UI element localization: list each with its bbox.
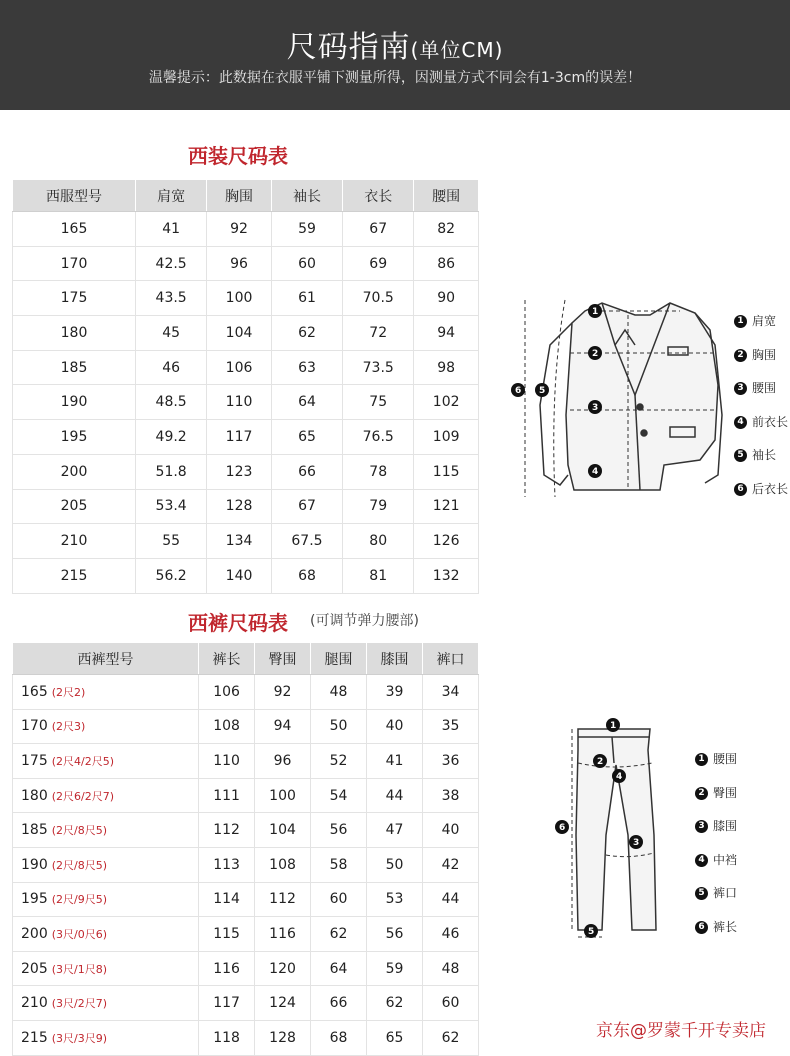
pants-size-value: 180 bbox=[21, 787, 48, 804]
number-badge-icon: 6 bbox=[695, 921, 708, 934]
pants-table-cell: 115 bbox=[199, 917, 255, 952]
pants-table-cell: 39 bbox=[367, 675, 423, 710]
suit-table-cell: 70.5 bbox=[343, 281, 414, 316]
suit-table-row bbox=[13, 350, 479, 385]
suit-table-cell: 67 bbox=[271, 489, 342, 524]
pants-size-value: 200 bbox=[21, 925, 48, 942]
pants-table-cell: 120 bbox=[255, 951, 311, 986]
pants-table-cell: 65 bbox=[367, 1020, 423, 1055]
legend-label: 裤口 bbox=[713, 886, 738, 900]
pants-size-cell bbox=[13, 813, 199, 848]
pants-table-cell: 108 bbox=[199, 709, 255, 744]
pants-table-cell: 124 bbox=[255, 986, 311, 1021]
pants-table-cell: 38 bbox=[423, 778, 479, 813]
pants-table-cell: 110 bbox=[199, 744, 255, 779]
suit-legend-item bbox=[734, 379, 776, 396]
pants-header-cell: 裤口 bbox=[423, 643, 479, 675]
number-badge-icon: 3 bbox=[734, 382, 747, 395]
pants-size-value: 170 bbox=[21, 718, 48, 735]
pants-header-cell: 西裤型号 bbox=[13, 643, 199, 675]
svg-text:3: 3 bbox=[592, 403, 599, 413]
suit-table-cell: 180 bbox=[13, 316, 136, 351]
pants-table-cell: 68 bbox=[311, 1020, 367, 1055]
pants-table-row bbox=[13, 847, 479, 882]
number-badge-icon: 4 bbox=[695, 854, 708, 867]
pants-table-cell: 108 bbox=[255, 847, 311, 882]
suit-table-row bbox=[13, 489, 479, 524]
suit-table-cell: 41 bbox=[136, 212, 207, 247]
suit-table-cell: 96 bbox=[207, 246, 272, 281]
suit-table-cell: 215 bbox=[13, 558, 136, 593]
suit-table-cell: 210 bbox=[13, 524, 136, 559]
suit-table-cell: 123 bbox=[207, 454, 272, 489]
suit-jacket-diagram bbox=[510, 285, 730, 510]
pants-size-cell bbox=[13, 709, 199, 744]
pants-table-cell: 56 bbox=[367, 917, 423, 952]
pants-waist-chi: (3尺/1尺8) bbox=[51, 962, 108, 976]
pants-table-cell: 44 bbox=[423, 882, 479, 917]
pants-table-row bbox=[13, 675, 479, 710]
svg-text:1: 1 bbox=[592, 307, 599, 317]
suit-table-cell: 195 bbox=[13, 420, 136, 455]
pants-size-cell bbox=[13, 986, 199, 1021]
pants-table-cell: 42 bbox=[423, 847, 479, 882]
pants-legend-item bbox=[695, 784, 737, 801]
suit-table-cell: 132 bbox=[414, 558, 479, 593]
suit-table-cell: 68 bbox=[271, 558, 342, 593]
pants-header-cell: 膝围 bbox=[367, 643, 423, 675]
suit-table-cell: 115 bbox=[414, 454, 479, 489]
pants-waist-chi: (3尺/2尺7) bbox=[51, 997, 108, 1011]
pants-size-value: 205 bbox=[21, 960, 48, 977]
suit-table-cell: 92 bbox=[207, 212, 272, 247]
svg-text:6: 6 bbox=[559, 823, 566, 833]
suit-table-cell: 117 bbox=[207, 420, 272, 455]
suit-table-cell: 49.2 bbox=[136, 420, 207, 455]
pants-table-row bbox=[13, 951, 479, 986]
svg-text:5: 5 bbox=[588, 927, 595, 937]
pants-section-note: (可调节弹力腰部) bbox=[310, 613, 419, 629]
suit-table-row bbox=[13, 316, 479, 351]
svg-text:2: 2 bbox=[592, 349, 599, 359]
page-title: 尺码指南(单位CM) bbox=[286, 30, 504, 65]
pants-table-cell: 40 bbox=[367, 709, 423, 744]
suit-table-cell: 86 bbox=[414, 246, 479, 281]
suit-table-cell: 82 bbox=[414, 212, 479, 247]
legend-label: 肩宽 bbox=[752, 314, 777, 328]
suit-table-cell: 61 bbox=[271, 281, 342, 316]
suit-table-cell: 185 bbox=[13, 350, 136, 385]
pants-table-cell: 62 bbox=[311, 917, 367, 952]
legend-label: 后衣长 bbox=[752, 481, 789, 496]
suit-table-row bbox=[13, 420, 479, 455]
suit-table-cell: 73.5 bbox=[343, 350, 414, 385]
pants-header-cell: 臀围 bbox=[255, 643, 311, 675]
suit-table-cell: 126 bbox=[414, 524, 479, 559]
suit-table-row bbox=[13, 246, 479, 281]
suit-table-cell: 100 bbox=[207, 281, 272, 316]
suit-table-cell: 134 bbox=[207, 524, 272, 559]
suit-header-cell: 肩宽 bbox=[136, 180, 207, 212]
number-badge-icon: 5 bbox=[734, 449, 747, 462]
svg-text:3: 3 bbox=[633, 838, 640, 848]
suit-table-cell: 94 bbox=[414, 316, 479, 351]
pants-table-row bbox=[13, 778, 479, 813]
pants-table-row bbox=[13, 986, 479, 1021]
pants-table-row bbox=[13, 1020, 479, 1055]
suit-table-row bbox=[13, 212, 479, 247]
suit-table-cell: 53.4 bbox=[136, 489, 207, 524]
legend-label: 腰围 bbox=[713, 752, 738, 766]
legend-label: 胸围 bbox=[752, 347, 777, 362]
pants-table-cell: 118 bbox=[199, 1020, 255, 1055]
pants-table-row bbox=[13, 744, 479, 779]
suit-table-cell: 42.5 bbox=[136, 246, 207, 281]
pants-size-cell bbox=[13, 675, 199, 710]
suit-table-cell: 60 bbox=[271, 246, 342, 281]
pants-table-cell: 50 bbox=[367, 847, 423, 882]
suit-table-cell: 140 bbox=[207, 558, 272, 593]
suit-table-cell: 48.5 bbox=[136, 385, 207, 420]
suit-table-cell: 102 bbox=[414, 385, 479, 420]
legend-label: 腰围 bbox=[752, 381, 777, 395]
suit-table-cell: 56.2 bbox=[136, 558, 207, 593]
pants-legend-item bbox=[695, 817, 737, 834]
legend-label: 臀围 bbox=[713, 785, 738, 800]
pants-table-cell: 54 bbox=[311, 778, 367, 813]
suit-header-cell: 腰围 bbox=[414, 180, 479, 212]
pants-table-cell: 62 bbox=[367, 986, 423, 1021]
legend-label: 袖长 bbox=[752, 448, 777, 462]
suit-table-cell: 67 bbox=[343, 212, 414, 247]
legend-label: 前衣长 bbox=[752, 414, 789, 429]
number-badge-icon: 2 bbox=[695, 787, 708, 800]
pants-waist-chi: (2尺4/2尺5) bbox=[51, 754, 115, 768]
pants-table-cell: 60 bbox=[423, 986, 479, 1021]
pants-size-table bbox=[12, 642, 479, 1056]
pants-legend-item bbox=[695, 851, 737, 868]
suit-table-cell: 78 bbox=[343, 454, 414, 489]
pants-table-cell: 59 bbox=[367, 951, 423, 986]
pants-size-value: 185 bbox=[21, 822, 48, 839]
suit-table-cell: 69 bbox=[343, 246, 414, 281]
pants-header-cell: 腿围 bbox=[311, 643, 367, 675]
pants-table-cell: 112 bbox=[255, 882, 311, 917]
pants-size-cell bbox=[13, 1020, 199, 1055]
legend-label: 裤长 bbox=[713, 919, 738, 934]
pants-table-cell: 117 bbox=[199, 986, 255, 1021]
suit-table-cell: 66 bbox=[271, 454, 342, 489]
number-badge-icon: 1 bbox=[695, 753, 708, 766]
pants-table-cell: 62 bbox=[423, 1020, 479, 1055]
number-badge-icon: 3 bbox=[695, 820, 708, 833]
pants-size-value: 190 bbox=[21, 856, 48, 873]
suit-section-title: 西装尺码表 bbox=[188, 144, 288, 168]
suit-table-cell: 128 bbox=[207, 489, 272, 524]
legend-label: 中裆 bbox=[713, 852, 738, 867]
pants-table-cell: 36 bbox=[423, 744, 479, 779]
pants-table-cell: 96 bbox=[255, 744, 311, 779]
pants-table-row bbox=[13, 882, 479, 917]
suit-table-cell: 75 bbox=[343, 385, 414, 420]
suit-table-cell: 200 bbox=[13, 454, 136, 489]
pants-waist-chi: (2尺3) bbox=[51, 720, 86, 734]
pants-table-cell: 64 bbox=[311, 951, 367, 986]
suit-header-cell: 胸围 bbox=[207, 180, 272, 212]
suit-legend-item bbox=[734, 312, 776, 329]
pants-table-cell: 53 bbox=[367, 882, 423, 917]
suit-table-cell: 67.5 bbox=[271, 524, 342, 559]
suit-table-cell: 104 bbox=[207, 316, 272, 351]
pants-table-cell: 35 bbox=[423, 709, 479, 744]
pants-table-cell: 58 bbox=[311, 847, 367, 882]
suit-table-cell: 170 bbox=[13, 246, 136, 281]
pants-size-cell bbox=[13, 917, 199, 952]
suit-table-row bbox=[13, 385, 479, 420]
suit-table-cell: 59 bbox=[271, 212, 342, 247]
pants-table-cell: 111 bbox=[199, 778, 255, 813]
suit-table-cell: 62 bbox=[271, 316, 342, 351]
suit-table-cell: 121 bbox=[414, 489, 479, 524]
suit-table-cell: 110 bbox=[207, 385, 272, 420]
suit-legend-item bbox=[734, 480, 788, 497]
pants-size-value: 165 bbox=[21, 683, 48, 700]
pants-table-cell: 50 bbox=[311, 709, 367, 744]
pants-waist-chi: (3尺/3尺9) bbox=[51, 1031, 108, 1045]
pants-table-cell: 41 bbox=[367, 744, 423, 779]
pants-size-value: 210 bbox=[21, 995, 48, 1012]
suit-table-cell: 109 bbox=[414, 420, 479, 455]
svg-text:1: 1 bbox=[610, 721, 617, 731]
pants-size-value: 215 bbox=[21, 1029, 48, 1046]
pants-table-cell: 48 bbox=[311, 675, 367, 710]
svg-text:2: 2 bbox=[597, 757, 604, 767]
pants-size-value: 195 bbox=[21, 891, 48, 908]
suit-header-cell: 西服型号 bbox=[13, 180, 136, 212]
pants-table-cell: 34 bbox=[423, 675, 479, 710]
number-badge-icon: 2 bbox=[734, 349, 747, 362]
pants-waist-chi: (2尺6/2尺7) bbox=[51, 789, 115, 803]
pants-table-cell: 56 bbox=[311, 813, 367, 848]
suit-header-cell: 袖长 bbox=[271, 180, 342, 212]
suit-legend-item bbox=[734, 446, 776, 463]
measurement-tip: 温馨提示：此数据在衣服平铺下测量所得，因测量方式不同会有1-3cm的误差！ bbox=[148, 70, 642, 86]
suit-table-cell: 65 bbox=[271, 420, 342, 455]
suit-table-row bbox=[13, 281, 479, 316]
pants-table-cell: 52 bbox=[311, 744, 367, 779]
pants-waist-chi: (2尺2) bbox=[51, 685, 86, 699]
suit-table-cell: 80 bbox=[343, 524, 414, 559]
pants-table-cell: 40 bbox=[423, 813, 479, 848]
pants-table-cell: 47 bbox=[367, 813, 423, 848]
legend-label: 膝围 bbox=[713, 819, 738, 833]
pants-size-cell bbox=[13, 847, 199, 882]
suit-table-cell: 90 bbox=[414, 281, 479, 316]
pants-table-cell: 100 bbox=[255, 778, 311, 813]
pants-table-cell: 60 bbox=[311, 882, 367, 917]
pants-size-cell bbox=[13, 744, 199, 779]
suit-legend-item bbox=[734, 413, 788, 430]
pants-section-title: 西裤尺码表 bbox=[188, 611, 288, 635]
store-watermark: 京东@罗蒙千开专卖店 bbox=[596, 1021, 766, 1041]
suit-table-cell: 63 bbox=[271, 350, 342, 385]
number-badge-icon: 1 bbox=[734, 315, 747, 328]
number-badge-icon: 5 bbox=[695, 887, 708, 900]
header bbox=[0, 0, 790, 110]
suit-table-cell: 51.8 bbox=[136, 454, 207, 489]
pants-table-cell: 114 bbox=[199, 882, 255, 917]
pants-waist-chi: (2尺/8尺5) bbox=[51, 824, 108, 838]
number-badge-icon: 6 bbox=[734, 483, 747, 496]
pants-table-cell: 48 bbox=[423, 951, 479, 986]
suit-table-row bbox=[13, 558, 479, 593]
unit-label: (单位CM) bbox=[410, 38, 504, 62]
pants-size-value: 175 bbox=[21, 752, 48, 769]
pants-table-cell: 113 bbox=[199, 847, 255, 882]
pants-waist-chi: (3尺/0尺6) bbox=[51, 927, 108, 941]
pants-waist-chi: (2尺/9尺5) bbox=[51, 893, 108, 907]
pants-table-cell: 44 bbox=[367, 778, 423, 813]
pants-waist-chi: (2尺/8尺5) bbox=[51, 858, 108, 872]
suit-table-cell: 55 bbox=[136, 524, 207, 559]
pants-table-row bbox=[13, 813, 479, 848]
pants-table-cell: 116 bbox=[255, 917, 311, 952]
suit-table-row bbox=[13, 524, 479, 559]
pants-table-cell: 46 bbox=[423, 917, 479, 952]
pants-table-row bbox=[13, 917, 479, 952]
pants-table-cell: 92 bbox=[255, 675, 311, 710]
pants-size-cell bbox=[13, 882, 199, 917]
suit-table-cell: 106 bbox=[207, 350, 272, 385]
pants-legend-item bbox=[695, 884, 737, 901]
pants-table-cell: 106 bbox=[199, 675, 255, 710]
number-badge-icon: 4 bbox=[734, 416, 747, 429]
pants-table-row bbox=[13, 709, 479, 744]
suit-table-cell: 64 bbox=[271, 385, 342, 420]
pants-table-cell: 66 bbox=[311, 986, 367, 1021]
pants-table-cell: 94 bbox=[255, 709, 311, 744]
suit-table-cell: 81 bbox=[343, 558, 414, 593]
suit-size-table bbox=[12, 179, 479, 594]
suit-table-row bbox=[13, 454, 479, 489]
suit-table-cell: 79 bbox=[343, 489, 414, 524]
pants-table-cell: 128 bbox=[255, 1020, 311, 1055]
suit-header-cell: 衣长 bbox=[343, 180, 414, 212]
suit-table-cell: 45 bbox=[136, 316, 207, 351]
suit-table-cell: 72 bbox=[343, 316, 414, 351]
suit-table-cell: 76.5 bbox=[343, 420, 414, 455]
suit-table-cell: 175 bbox=[13, 281, 136, 316]
pants-legend-item bbox=[695, 918, 737, 935]
pants-diagram bbox=[550, 715, 670, 945]
pants-table-cell: 112 bbox=[199, 813, 255, 848]
pants-table-cell: 104 bbox=[255, 813, 311, 848]
suit-legend-item bbox=[734, 346, 776, 363]
suit-table-cell: 205 bbox=[13, 489, 136, 524]
pants-table-cell: 116 bbox=[199, 951, 255, 986]
suit-table-cell: 43.5 bbox=[136, 281, 207, 316]
svg-text:4: 4 bbox=[616, 772, 623, 782]
svg-text:5: 5 bbox=[539, 386, 546, 396]
pants-size-cell bbox=[13, 951, 199, 986]
suit-table-cell: 46 bbox=[136, 350, 207, 385]
pants-legend-item bbox=[695, 750, 737, 767]
svg-text:6: 6 bbox=[515, 386, 522, 396]
suit-table-cell: 190 bbox=[13, 385, 136, 420]
pants-header-cell: 裤长 bbox=[199, 643, 255, 675]
pants-size-cell bbox=[13, 778, 199, 813]
svg-text:4: 4 bbox=[592, 467, 599, 477]
suit-table-cell: 165 bbox=[13, 212, 136, 247]
suit-table-cell: 98 bbox=[414, 350, 479, 385]
